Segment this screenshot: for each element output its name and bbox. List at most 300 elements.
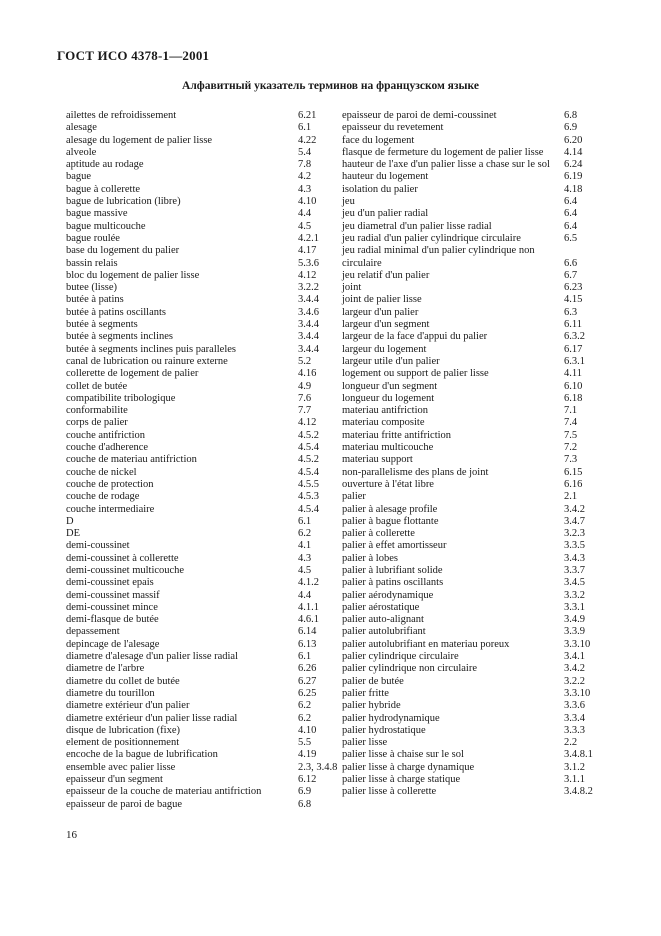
index-entry	[66, 331, 334, 343]
index-term: palier lisse à chaise sur le sol	[342, 749, 464, 761]
index-term: butee (lisse)	[66, 282, 118, 294]
index-entry	[66, 761, 338, 774]
index-term: palier hybride	[342, 700, 401, 712]
index-reference: 4.10	[298, 724, 317, 736]
index-reference: 3.4.6	[298, 306, 319, 318]
index-entry	[342, 688, 600, 700]
index-term: palier à collerette	[342, 528, 415, 540]
index-reference: 3.4.9	[564, 614, 585, 626]
index-reference: 6.5	[564, 232, 578, 244]
index-entry	[342, 147, 600, 159]
index-entry	[66, 725, 334, 737]
index-entry	[342, 577, 600, 589]
index-reference: 6.1	[298, 515, 312, 527]
index-entry	[66, 368, 334, 380]
index-entry	[342, 307, 600, 319]
index-term: palier auto-alignant	[342, 614, 424, 626]
index-reference: 3.2.3	[564, 528, 585, 540]
index-reference: 3.2.2	[298, 282, 319, 294]
index-reference: 6.3.1	[564, 355, 585, 367]
index-term: palier à lubrifiant solide	[342, 564, 443, 576]
index-reference: 6.23	[564, 282, 583, 294]
index-entry	[342, 454, 600, 466]
index-entry	[66, 135, 334, 147]
index-term: D	[66, 515, 74, 527]
index-reference: 4.5	[298, 220, 312, 232]
index-reference: 6.13	[298, 638, 317, 650]
index-term: palier lisse	[342, 737, 388, 749]
index-entry	[342, 602, 600, 614]
index-reference: 2.3, 3.4.8	[298, 761, 338, 773]
index-entry	[342, 294, 600, 306]
index-reference: 6.11	[564, 319, 582, 331]
index-reference: 6.3.2	[564, 331, 585, 343]
index-term: palier hydrodynamique	[342, 712, 440, 724]
index-term: butée à segments inclines	[66, 331, 174, 343]
index-reference: 6.9	[298, 786, 312, 798]
index-term: materiau support	[342, 454, 413, 466]
index-entry	[342, 270, 600, 282]
index-term: collet de butée	[66, 380, 128, 392]
index-reference: 4.4	[298, 208, 312, 220]
index-term: ensemble avec palier lisse	[66, 761, 176, 773]
index-reference: 3.4.2	[564, 503, 585, 515]
index-entry	[342, 184, 600, 196]
index-reference: 7.6	[298, 392, 312, 404]
index-reference: 4.3	[298, 183, 312, 195]
index-term: diametre de l'arbre	[66, 663, 145, 675]
index-entry	[66, 442, 334, 454]
index-entry	[342, 626, 600, 638]
index-reference: 4.22	[298, 134, 317, 146]
index-reference: 6.27	[298, 675, 317, 687]
index-reference: 3.4.1	[564, 651, 585, 663]
index-reference: 6.2	[298, 712, 312, 724]
index-term: palier fritte	[342, 687, 389, 699]
index-entry	[66, 713, 334, 725]
index-reference: 6.18	[564, 392, 583, 404]
index-reference: 6.2	[298, 528, 312, 540]
index-column-right	[342, 110, 600, 799]
index-reference: 4.9	[298, 380, 312, 392]
index-entry	[342, 233, 600, 245]
index-term: corps de palier	[66, 417, 128, 429]
index-term: butée à patins oscillants	[66, 306, 167, 318]
index-term: largeur d'un palier	[342, 306, 419, 318]
index-reference: 6.8	[564, 110, 578, 121]
index-reference: 6.14	[298, 626, 317, 638]
index-term: couche de protection	[66, 478, 154, 490]
index-reference: 6.9	[564, 122, 578, 134]
index-term: couche de rodage	[66, 491, 140, 503]
index-entry	[66, 614, 334, 626]
index-term: palier à alesage profile	[342, 503, 438, 515]
index-reference: 4.2.1	[298, 232, 319, 244]
index-reference: 3.3.10	[564, 687, 591, 699]
index-term: palier aérodynamique	[342, 589, 434, 601]
index-term: butée à patins	[66, 294, 124, 306]
index-term: alveole	[66, 146, 97, 158]
index-entry	[66, 774, 334, 786]
index-reference: 6.24	[564, 159, 583, 171]
index-entry	[342, 540, 600, 552]
index-reference: 6.8	[298, 798, 312, 810]
index-term: palier aérostatique	[342, 601, 420, 613]
index-reference: 6.21	[298, 110, 317, 121]
index-entry	[66, 110, 334, 122]
index-entry	[66, 405, 334, 417]
index-entry	[342, 725, 600, 737]
index-entry	[66, 626, 334, 638]
index-reference: 4.1.2	[298, 577, 319, 589]
index-reference: 7.8	[298, 159, 312, 171]
index-reference: 6.17	[564, 343, 583, 355]
index-entry	[342, 393, 600, 405]
index-term: butée à segments inclines puis paralleles	[66, 343, 236, 355]
index-term: materiau multicouche	[342, 442, 434, 454]
index-term: joint	[342, 282, 362, 294]
index-entry	[342, 245, 600, 270]
index-term: materiau composite	[342, 417, 425, 429]
index-entry	[342, 319, 600, 331]
index-entry	[342, 368, 600, 380]
index-term: palier lisse à collerette	[342, 786, 437, 798]
index-entry	[66, 799, 334, 811]
index-term: diametre extérieur d'un palier lisse radial	[66, 712, 238, 724]
index-reference: 4.17	[298, 245, 317, 257]
index-term: jeu d'un palier radial	[342, 208, 429, 220]
index-reference: 6.20	[564, 134, 583, 146]
index-term: epaisseur de paroi de demi-coussinet	[342, 110, 497, 121]
index-entry	[66, 208, 334, 220]
index-reference: 6.4	[564, 196, 578, 208]
index-entry	[342, 676, 600, 688]
index-entry	[342, 528, 600, 540]
index-term: palier lisse à charge dynamique	[342, 761, 475, 773]
index-reference: 3.3.7	[564, 564, 585, 576]
index-reference: 6.4	[564, 208, 578, 220]
index-entry	[66, 553, 334, 565]
index-entry	[342, 774, 600, 786]
index-entry	[66, 356, 334, 368]
index-term: encoche de la bague de lubrification	[66, 749, 218, 761]
index-reference: 4.5.3	[298, 491, 319, 503]
index-entry	[342, 553, 600, 565]
index-entry	[66, 467, 334, 479]
index-entry	[66, 147, 334, 159]
index-entry	[342, 442, 600, 454]
index-entry	[342, 430, 600, 442]
index-term: couche de materiau antifriction	[66, 454, 197, 466]
index-entry	[66, 590, 334, 602]
index-term: bague multicouche	[66, 220, 146, 232]
index-term: epaisseur du revetement	[342, 122, 444, 134]
index-reference: 3.4.7	[564, 515, 585, 527]
index-reference: 4.19	[298, 749, 317, 761]
index-term: palier hydrostatique	[342, 724, 426, 736]
index-term: demi-flasque de butée	[66, 614, 159, 626]
index-entry	[66, 540, 334, 552]
index-entry	[66, 294, 334, 306]
index-reference: 3.2.2	[564, 675, 585, 687]
index-entry	[342, 737, 600, 749]
index-term: diametre d'alesage d'un palier lisse radial	[66, 651, 239, 663]
index-term: palier	[342, 491, 366, 503]
index-reference: 6.1	[298, 122, 312, 134]
index-term: conformabilite	[66, 405, 128, 417]
index-term: disque de lubrication (fixe)	[66, 724, 181, 736]
index-reference: 7.4	[564, 417, 578, 429]
index-entry	[66, 663, 334, 675]
index-reference: 4.15	[564, 294, 583, 306]
index-reference: 6.16	[564, 478, 583, 490]
index-term: bague roulée	[66, 232, 120, 244]
index-reference: 4.3	[298, 552, 312, 564]
index-reference: 3.3.4	[564, 712, 585, 724]
index-entry	[342, 381, 600, 393]
index-term: bague	[66, 171, 92, 183]
index-term: couche de nickel	[66, 466, 137, 478]
page-number: 16	[66, 829, 77, 841]
index-term: aptitude au rodage	[66, 159, 144, 171]
index-entry	[66, 479, 334, 491]
index-term: jeu	[342, 196, 355, 208]
index-reference: 3.4.8.1	[564, 749, 593, 761]
index-term: epaisseur d'un segment	[66, 774, 163, 786]
index-entry	[342, 331, 600, 343]
index-entry	[66, 381, 334, 393]
index-term: longueur d'un segment	[342, 380, 438, 392]
index-entry	[66, 307, 334, 319]
index-term: largeur de la face d'appui du palier	[342, 331, 488, 343]
index-term: palier cylindrique circulaire	[342, 651, 459, 663]
index-entry	[342, 122, 600, 134]
index-reference: 4.10	[298, 196, 317, 208]
index-term: ouverture à l'état libre	[342, 478, 434, 490]
index-entry	[66, 749, 334, 761]
index-entry	[66, 184, 334, 196]
index-entry	[66, 196, 334, 208]
index-entry	[66, 737, 334, 749]
index-entry	[342, 565, 600, 577]
index-entry	[66, 417, 334, 429]
index-reference: 4.5	[298, 564, 312, 576]
index-reference: 4.5.4	[298, 466, 319, 478]
index-reference: 3.4.2	[564, 663, 585, 675]
index-entry	[66, 270, 334, 282]
index-entry	[342, 713, 600, 725]
index-reference: 4.5.4	[298, 503, 319, 515]
index-term: bloc du logement de palier lisse	[66, 269, 200, 281]
index-term: palier autolubrifiant	[342, 626, 426, 638]
index-term: logement ou support de palier lisse	[342, 368, 489, 380]
index-reference: 6.12	[298, 774, 317, 786]
index-term: demi-coussinet mince	[66, 601, 158, 613]
index-column-left	[66, 110, 338, 811]
index-reference: 5.4	[298, 146, 312, 158]
index-entry	[342, 762, 600, 774]
index-entry	[66, 159, 334, 171]
index-term: bague à collerette	[66, 183, 141, 195]
index-reference: 3.1.2	[564, 761, 585, 773]
index-reference: 4.4	[298, 589, 312, 601]
index-entry	[342, 159, 600, 171]
index-entry	[342, 516, 600, 528]
index-term: jeu relatif d'un palier	[342, 269, 430, 281]
index-term: palier cylindrique non circulaire	[342, 663, 477, 675]
index-term: palier à effet amortisseur	[342, 540, 447, 552]
index-reference: 6.7	[564, 269, 578, 281]
index-term: demi-coussinet	[66, 540, 130, 552]
index-term: butée à segments	[66, 319, 138, 331]
index-term: jeu radial minimal d'un palier cylindrique non circulaire	[342, 245, 535, 269]
index-reference: 3.4.4	[298, 319, 319, 331]
index-entry	[66, 319, 334, 331]
index-term: materiau fritte antifriction	[342, 429, 452, 441]
index-term: depincage de l'alesage	[66, 638, 160, 650]
index-entry	[66, 528, 334, 540]
index-entry	[66, 221, 334, 233]
index-entry	[342, 135, 600, 147]
index-reference: 6.3	[564, 306, 578, 318]
index-entry	[342, 504, 600, 516]
index-term: jeu diametral d'un palier lisse radial	[342, 220, 492, 232]
index-reference: 3.3.5	[564, 540, 585, 552]
page-title: Алфавитный указатель терминов на французском языке	[182, 80, 479, 92]
index-term: alesage du logement de palier lisse	[66, 134, 213, 146]
index-reference: 3.1.1	[564, 774, 585, 786]
index-term: ailettes de refroidissement	[66, 110, 177, 121]
index-term: isolation du palier	[342, 183, 418, 195]
index-term: palier lisse à charge statique	[342, 774, 461, 786]
index-entry	[342, 171, 600, 183]
index-reference: 3.4.4	[298, 331, 319, 343]
index-reference: 6.25	[298, 687, 317, 699]
index-reference: 3.3.1	[564, 601, 585, 613]
index-entry	[342, 651, 600, 663]
index-term: demi-coussinet multicouche	[66, 564, 185, 576]
index-term: couche d'adherence	[66, 442, 149, 454]
index-reference: 3.4.4	[298, 343, 319, 355]
index-reference: 7.3	[564, 454, 578, 466]
index-term: hauteur du logement	[342, 171, 429, 183]
index-term: largeur d'un segment	[342, 319, 430, 331]
index-entry	[342, 417, 600, 429]
index-term: demi-coussinet massif	[66, 589, 160, 601]
index-term: palier à patins oscillants	[342, 577, 444, 589]
index-entry	[66, 393, 334, 405]
index-reference: 6.19	[564, 171, 583, 183]
index-entry	[342, 356, 600, 368]
index-reference: 5.5	[298, 737, 312, 749]
index-reference: 4.5.2	[298, 454, 319, 466]
index-reference: 6.2	[298, 700, 312, 712]
index-reference: 3.3.6	[564, 700, 585, 712]
index-entry	[342, 467, 600, 479]
index-term: palier à lobes	[342, 552, 398, 564]
index-entry	[66, 688, 334, 700]
index-reference: 6.26	[298, 663, 317, 675]
index-entry	[66, 676, 334, 688]
index-term: compatibilite tribologique	[66, 392, 176, 404]
index-reference: 6.10	[564, 380, 583, 392]
index-entry	[66, 171, 334, 183]
index-term: depassement	[66, 626, 120, 638]
index-reference: 3.3.2	[564, 589, 585, 601]
index-reference: 4.12	[298, 269, 317, 281]
index-term: face du logement	[342, 134, 415, 146]
index-entry	[66, 491, 334, 503]
index-term: element de positionnement	[66, 737, 180, 749]
index-entry	[66, 504, 334, 516]
index-entry	[66, 245, 334, 257]
index-entry	[66, 565, 334, 577]
index-entry	[66, 602, 334, 614]
index-entry	[342, 786, 600, 798]
index-term: joint de palier lisse	[342, 294, 422, 306]
index-term: couche antifriction	[66, 429, 146, 441]
index-term: materiau antifriction	[342, 405, 429, 417]
index-term: hauteur de l'axe d'un palier lisse a chase sur le sol	[342, 159, 550, 171]
index-entry	[66, 282, 334, 294]
index-entry	[66, 639, 334, 651]
index-entry	[66, 122, 334, 134]
index-entry	[66, 233, 334, 245]
index-term: largeur utile d'un palier	[342, 355, 440, 367]
index-reference: 4.5.4	[298, 442, 319, 454]
index-reference: 3.3.3	[564, 724, 585, 736]
index-term: canal de lubrication ou rainure externe	[66, 355, 228, 367]
index-reference: 7.2	[564, 442, 578, 454]
index-reference: 6.4	[564, 220, 578, 232]
index-term: palier à bague flottante	[342, 515, 439, 527]
index-reference: 3.3.10	[564, 638, 591, 650]
index-reference: 4.1	[298, 540, 312, 552]
index-reference: 4.2	[298, 171, 312, 183]
index-term: largeur du logement	[342, 343, 427, 355]
index-entry	[66, 258, 334, 270]
index-entry	[342, 700, 600, 712]
index-reference: 6.1	[298, 651, 312, 663]
index-entry	[342, 639, 600, 651]
index-reference: 3.4.3	[564, 552, 585, 564]
index-entry	[342, 208, 600, 220]
index-reference: 6.6	[564, 257, 578, 269]
index-entry	[66, 700, 334, 712]
index-reference: 7.7	[298, 405, 312, 417]
index-entry	[342, 491, 600, 503]
index-term: jeu radial d'un palier cylindrique circulaire	[342, 232, 521, 244]
index-reference: 5.2	[298, 355, 312, 367]
index-entry	[342, 110, 600, 122]
index-reference: 7.1	[564, 405, 578, 417]
index-term: alesage	[66, 122, 97, 134]
index-entry	[342, 405, 600, 417]
index-reference: 4.14	[564, 146, 583, 158]
index-term: epaisseur de paroi de bague	[66, 798, 183, 810]
index-reference: 7.5	[564, 429, 578, 441]
index-reference: 2.1	[564, 491, 578, 503]
index-reference: 4.6.1	[298, 614, 319, 626]
index-entry	[342, 344, 600, 356]
index-reference: 4.12	[298, 417, 317, 429]
index-reference: 5.3.6	[298, 257, 319, 269]
document-header: ГОСТ ИСО 4378-1—2001	[57, 48, 210, 63]
index-term: diametre du collet de butée	[66, 675, 180, 687]
index-term: palier de butée	[342, 675, 404, 687]
index-entry	[342, 479, 600, 491]
index-entry	[342, 221, 600, 233]
